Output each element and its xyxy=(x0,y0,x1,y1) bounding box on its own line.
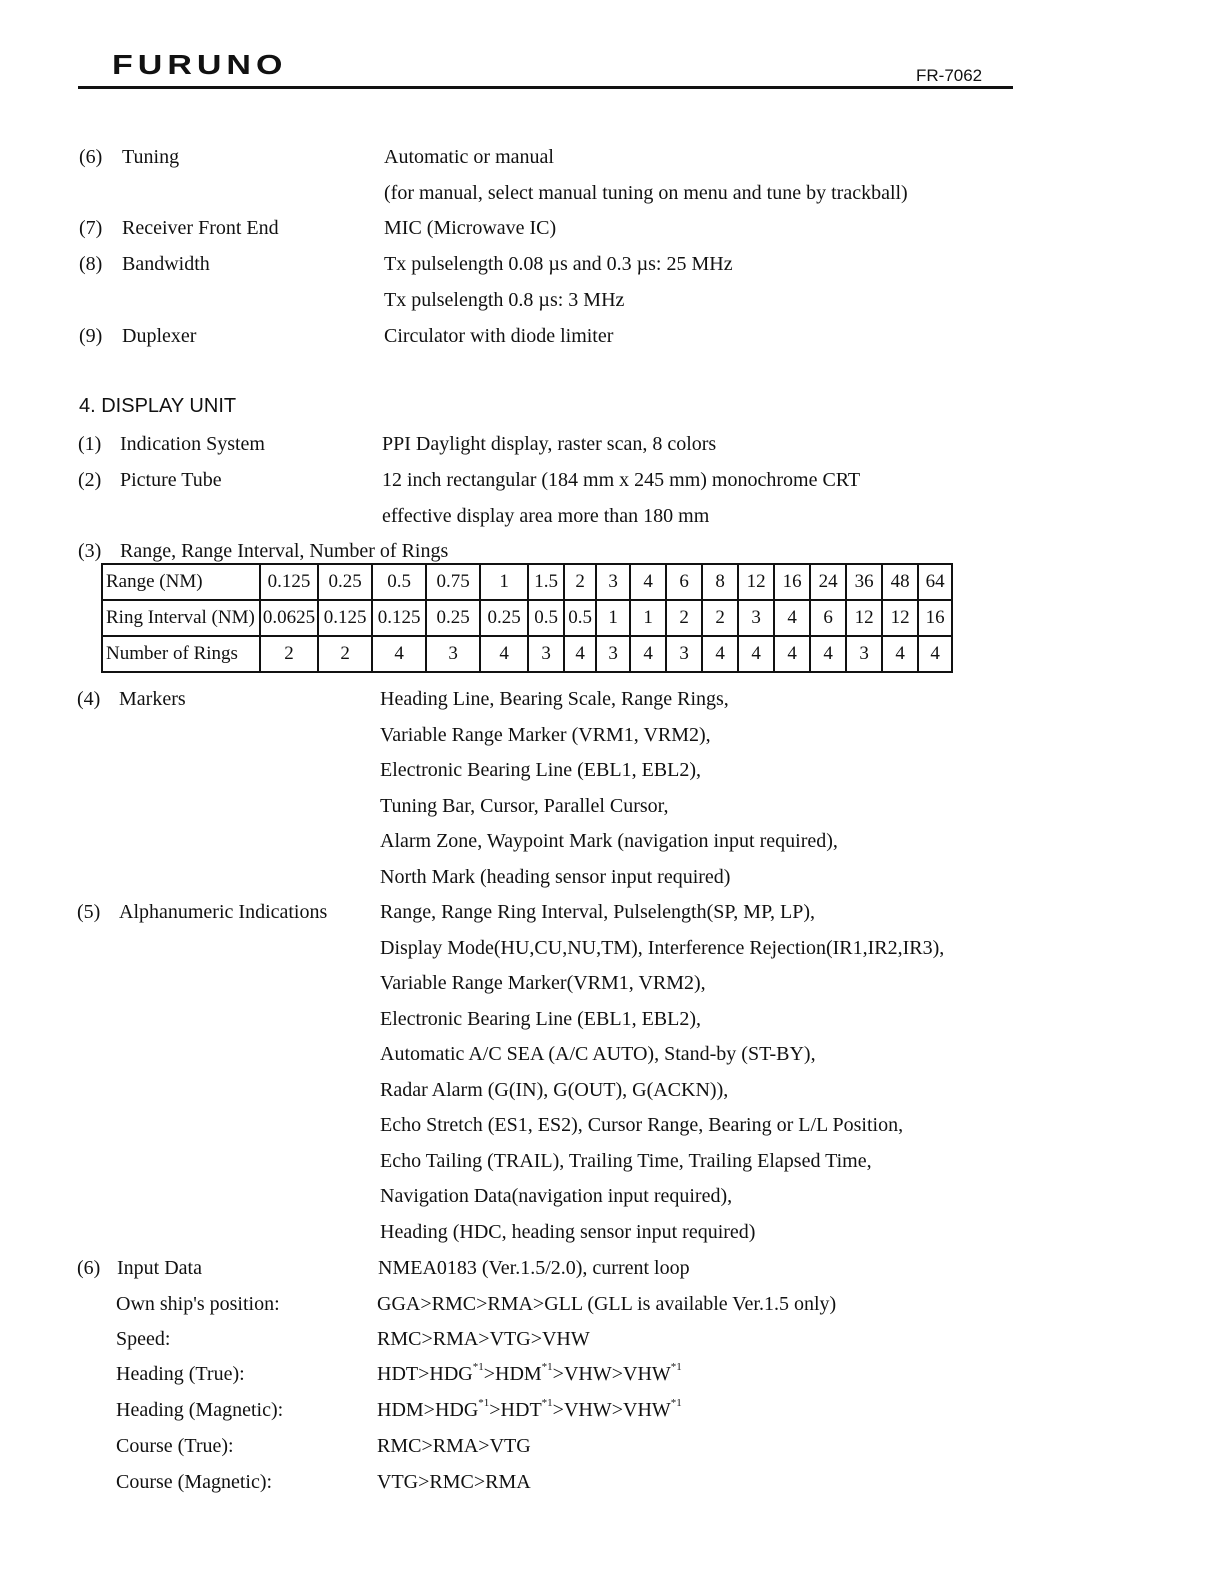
input-label: Course (Magnetic): xyxy=(116,1471,273,1493)
item-value: Variable Range Marker(VRM1, VRM2), xyxy=(380,972,706,994)
item-value: Alarm Zone, Waypoint Mark (navigation input required), xyxy=(380,830,838,852)
item-value: Radar Alarm (G(IN), G(OUT), G(ACKN)), xyxy=(380,1078,729,1101)
range-table-cell: 4 xyxy=(480,636,528,672)
item-value: 12 inch rectangular (184 mm x 245 mm) monochrome CRT xyxy=(382,469,861,491)
range-table-cell: 2 xyxy=(702,600,738,636)
range-table-cell: 12 xyxy=(738,564,774,600)
item-value: Circulator with diode limiter xyxy=(384,325,614,347)
range-table-cell: 0.125 xyxy=(372,600,426,636)
range-table-cell: 0.125 xyxy=(318,600,372,636)
header-rule xyxy=(78,86,1013,89)
range-table-cell: 4 xyxy=(774,600,810,636)
range-table-cell: 3 xyxy=(596,564,630,600)
input-value: RMC>RMA>VTG xyxy=(377,1435,531,1457)
item-value: Heading Line, Bearing Scale, Range Rings, xyxy=(380,688,729,710)
item-label: Input Data xyxy=(117,1257,202,1279)
range-table-cell: 4 xyxy=(882,636,918,672)
item-number: (7) xyxy=(79,217,103,239)
footnote-mark: *1 xyxy=(670,1361,682,1374)
item-number: (6) xyxy=(77,1257,101,1279)
range-table-cell: 4 xyxy=(918,636,952,672)
item-label: Markers xyxy=(119,688,186,710)
range-table-cell: 3 xyxy=(426,636,480,672)
input-label: Heading (Magnetic): xyxy=(116,1399,284,1421)
range-table-cell: 3 xyxy=(846,636,882,672)
range-table-cell: 16 xyxy=(918,600,952,636)
item-value: Automatic or manual xyxy=(384,146,554,168)
range-table-cell: 4 xyxy=(564,636,596,672)
item-value: Tx pulselength 0.08 µs and 0.3 µs: 25 MHz xyxy=(384,253,733,275)
item-number: (4) xyxy=(77,688,101,710)
range-table-cell: 12 xyxy=(846,600,882,636)
item-number: (9) xyxy=(79,325,103,347)
range-table-cell: 2 xyxy=(666,600,702,636)
range-table-cell: 2 xyxy=(260,636,318,672)
item-value: Tuning Bar, Cursor, Parallel Cursor, xyxy=(380,794,669,817)
range-table-row xyxy=(102,600,952,636)
item-number: (1) xyxy=(78,433,102,455)
range-table-cell: 6 xyxy=(810,600,846,636)
range-table-cell: 1 xyxy=(596,600,630,636)
item-value: Automatic A/C SEA (A/C AUTO), Stand-by (ST-BY), xyxy=(380,1043,816,1065)
item-value: Echo Stretch (ES1, ES2), Cursor Range, Bearing or L/L Position, xyxy=(380,1114,904,1136)
item-label: Bandwidth xyxy=(122,253,210,275)
range-table-row xyxy=(102,636,952,672)
range-table-cell: 0.75 xyxy=(426,564,480,600)
item-label: Duplexer xyxy=(122,325,197,347)
value-part: >VHW>VHW xyxy=(552,1399,671,1421)
range-table-cell: 8 xyxy=(702,564,738,600)
range-table-cell: 24 xyxy=(810,564,846,600)
item-value: Echo Tailing (TRAIL), Trailing Time, Trailing Elapsed Time, xyxy=(380,1149,872,1172)
range-table-cell: 3 xyxy=(666,636,702,672)
range-table-cell: 2 xyxy=(318,636,372,672)
footnote-mark: *1 xyxy=(478,1397,490,1410)
range-table-cell: 0.5 xyxy=(528,600,564,636)
model-number: FR-7062 xyxy=(916,66,983,85)
input-label: Course (True): xyxy=(116,1435,234,1457)
range-table-cell: 6 xyxy=(666,564,702,600)
item-value: Tx pulselength 0.8 µs: 3 MHz xyxy=(384,289,625,311)
range-table-cell: 3 xyxy=(738,600,774,636)
range-table-cell: 4 xyxy=(630,636,666,672)
range-table-cell: 0.125 xyxy=(260,564,318,600)
range-table-cell: 3 xyxy=(528,636,564,672)
range-table-cell: 3 xyxy=(596,636,630,672)
range-table-cell: 2 xyxy=(564,564,596,600)
item-number: (5) xyxy=(77,901,101,923)
item-label: Picture Tube xyxy=(120,469,222,491)
input-label: Speed: xyxy=(116,1328,171,1350)
footnote-mark: *1 xyxy=(541,1361,553,1374)
item-label: Tuning xyxy=(122,146,180,168)
range-table-cell: 12 xyxy=(882,600,918,636)
item-value: Navigation Data(navigation input required), xyxy=(380,1185,733,1207)
range-table-cell: 1 xyxy=(630,600,666,636)
item-number: (2) xyxy=(78,469,102,491)
range-table-row xyxy=(102,564,952,600)
value-part: HDT>HDG xyxy=(377,1363,473,1385)
range-table-cell: 4 xyxy=(774,636,810,672)
input-value: VTG>RMC>RMA xyxy=(377,1471,531,1493)
range-table-cell: 0.0625 xyxy=(260,600,318,636)
range-table-cell: 0.5 xyxy=(564,600,596,636)
item-label: Indication System xyxy=(120,433,265,455)
range-table-cell: 4 xyxy=(630,564,666,600)
range-table-cell: 4 xyxy=(372,636,426,672)
input-label: Heading (True): xyxy=(116,1363,245,1385)
item-number: (6) xyxy=(79,146,103,168)
range-table-cell: 0.25 xyxy=(318,564,372,600)
item-value: North Mark (heading sensor input required) xyxy=(380,865,731,888)
item-value: Electronic Bearing Line (EBL1, EBL2), xyxy=(380,1007,702,1030)
item-number: (3) xyxy=(78,540,102,562)
range-table-row-header: Ring Interval (NM) xyxy=(102,600,260,636)
input-value xyxy=(377,1362,682,1386)
item-value: NMEA0183 (Ver.1.5/2.0), current loop xyxy=(378,1257,690,1279)
value-part: >VHW>VHW xyxy=(552,1363,671,1385)
section-heading: 4. DISPLAY UNIT xyxy=(79,395,237,417)
item-value: effective display area more than 180 mm xyxy=(382,505,710,527)
input-value xyxy=(377,1398,682,1422)
range-table-cell: 0.25 xyxy=(426,600,480,636)
item-value: Electronic Bearing Line (EBL1, EBL2), xyxy=(380,759,702,781)
footnote-mark: *1 xyxy=(670,1397,682,1410)
range-table-cell: 64 xyxy=(918,564,952,600)
footnote-mark: *1 xyxy=(541,1397,553,1410)
range-table-cell: 4 xyxy=(810,636,846,672)
furuno-logo: FURUNO xyxy=(112,49,288,81)
item-value: Display Mode(HU,CU,NU,TM), Interference Rejection(IR1,IR2,IR3), xyxy=(380,936,945,959)
item-value: PPI Daylight display, raster scan, 8 colors xyxy=(382,433,717,455)
item-value: MIC (Microwave IC) xyxy=(384,217,557,239)
footnote-mark: *1 xyxy=(472,1361,484,1374)
item-value: (for manual, select manual tuning on menu and tune by trackball) xyxy=(384,182,908,204)
range-table-row-header: Number of Rings xyxy=(102,636,260,672)
range-table-cell: 36 xyxy=(846,564,882,600)
range-table xyxy=(101,563,953,673)
item-label: Receiver Front End xyxy=(122,217,279,239)
range-table-cell: 0.5 xyxy=(372,564,426,600)
range-table-cell: 4 xyxy=(738,636,774,672)
range-table-cell: 16 xyxy=(774,564,810,600)
value-part: >HDT xyxy=(489,1399,542,1421)
item-value: Variable Range Marker (VRM1, VRM2), xyxy=(380,723,711,746)
value-part: >HDM xyxy=(483,1363,542,1385)
item-label: Alphanumeric Indications xyxy=(119,901,328,923)
range-table-cell: 0.25 xyxy=(480,600,528,636)
range-table-cell: 4 xyxy=(702,636,738,672)
input-value: RMC>RMA>VTG>VHW xyxy=(377,1328,590,1350)
range-table-cell: 1.5 xyxy=(528,564,564,600)
range-table-cell: 48 xyxy=(882,564,918,600)
range-table-cell: 1 xyxy=(480,564,528,600)
item-value: Range, Range Ring Interval, Pulselength(SP, MP, LP), xyxy=(380,901,815,923)
range-table-row-header: Range (NM) xyxy=(102,564,260,600)
value-part: HDM>HDG xyxy=(377,1399,479,1421)
item-number: (8) xyxy=(79,253,103,275)
input-label: Own ship's position: xyxy=(116,1293,280,1315)
item-label: Range, Range Interval, Number of Rings xyxy=(120,540,449,562)
input-value: GGA>RMC>RMA>GLL (GLL is available Ver.1.5 only) xyxy=(377,1293,837,1315)
item-value: Heading (HDC, heading sensor input required) xyxy=(380,1220,756,1243)
